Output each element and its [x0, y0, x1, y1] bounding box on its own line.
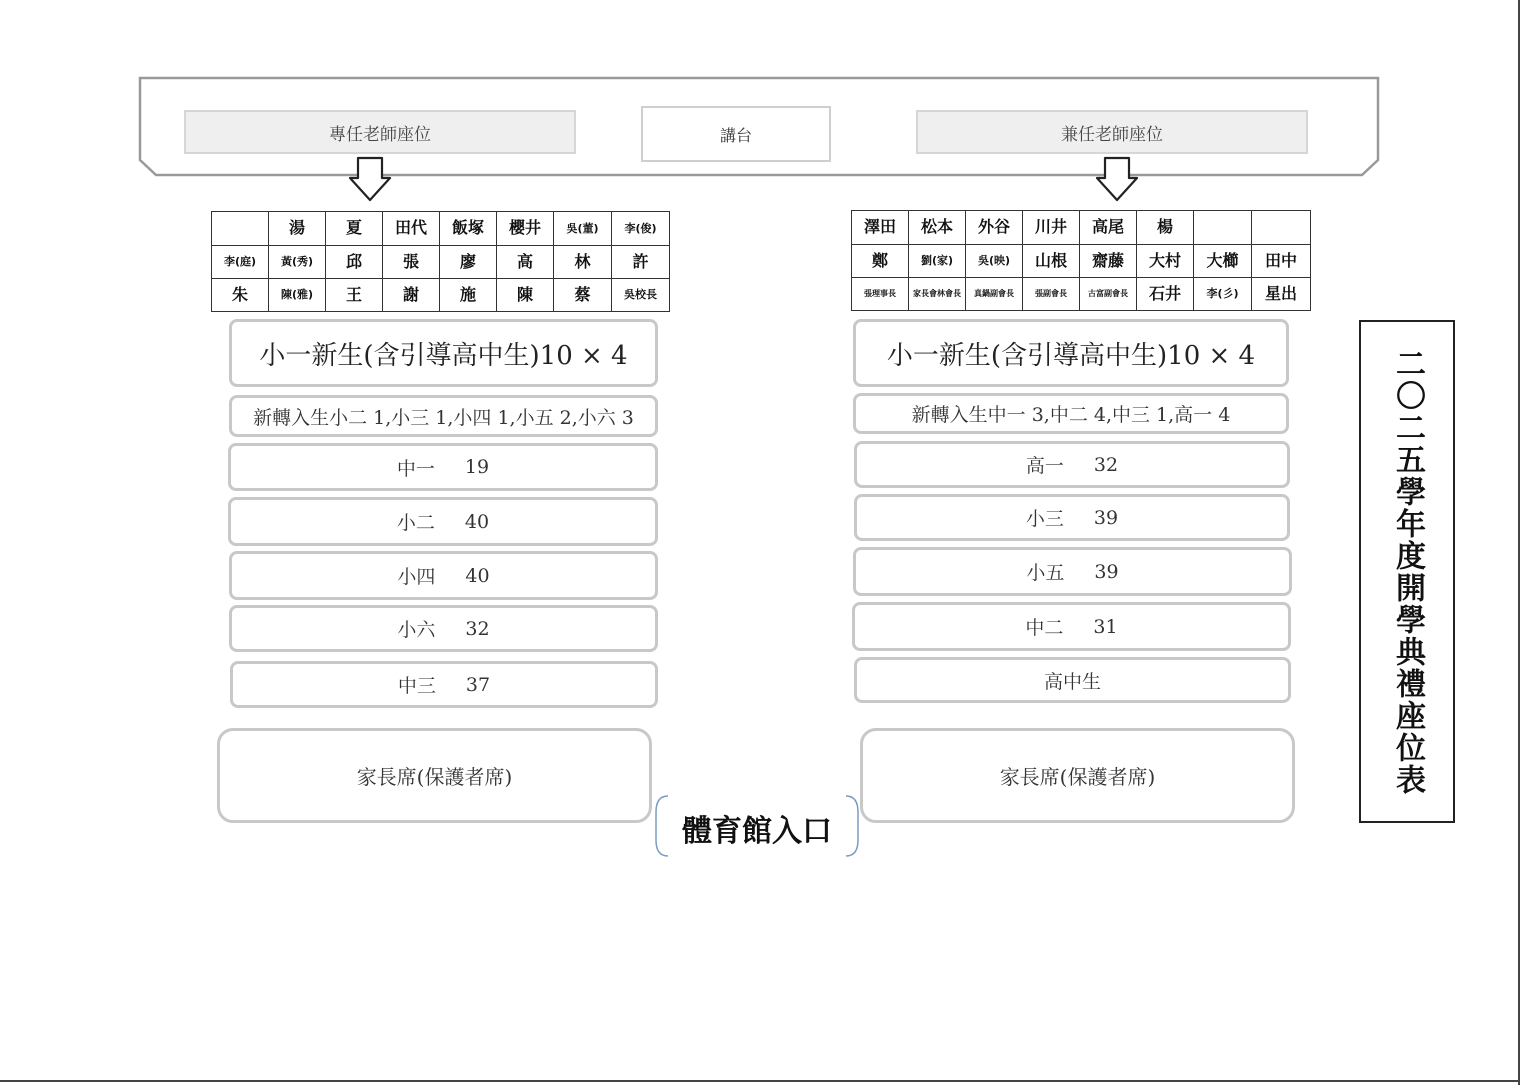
row-grade: 小四 [397, 566, 436, 588]
seat-cell: 田代 [383, 212, 440, 246]
seat-cell: 外谷 [966, 211, 1023, 245]
seat-cell: 黃(秀) [269, 246, 326, 279]
row-count: 39 [1093, 506, 1119, 529]
seat-cell: 吳校長 [612, 279, 670, 312]
seat-cell: 古富副會長 [1080, 278, 1137, 311]
seat-cell: 陳(雅) [269, 279, 326, 312]
seat-cell: 山根 [1023, 245, 1080, 278]
seat-cell: 許 [612, 246, 670, 279]
seat-cell: 齋藤 [1080, 245, 1137, 278]
seat-cell: 李(彡) [1194, 278, 1252, 311]
right-parent-seats: 家長席(保護者席) [860, 728, 1295, 823]
left-row-2 [228, 497, 658, 546]
seat-cell: 吳(董) [554, 212, 612, 246]
row-grade: 小二 [396, 512, 435, 534]
row-grade: 高一 [1025, 455, 1064, 477]
seat-cell: 田中 [1252, 245, 1311, 278]
seat-cell [1194, 211, 1252, 245]
left-row-5 [230, 661, 658, 708]
row-grade: 中三 [397, 675, 436, 697]
left-seat-table [211, 211, 670, 312]
seat-cell: 高尾 [1080, 211, 1137, 245]
seat-cell: 謝 [383, 279, 440, 312]
row-grade: 小五 [1026, 562, 1065, 584]
seat-cell: 廖 [440, 246, 497, 279]
right-row-first-graders: 小一新生(含引導高中生)10 × 4 [853, 319, 1289, 387]
seat-cell: 大櫛 [1194, 245, 1252, 278]
right-row-4 [852, 602, 1291, 651]
row-count: 31 [1093, 615, 1118, 638]
podium-label: 講台 [641, 106, 831, 162]
seat-cell: 櫻井 [497, 212, 554, 246]
seat-cell [212, 212, 269, 246]
row-grade: 小六 [397, 619, 436, 641]
seat-cell: 楊 [1137, 211, 1194, 245]
left-parent-seats: 家長席(保護者席) [217, 728, 652, 823]
seat-cell: 川井 [1023, 211, 1080, 245]
seat-cell: 邱 [326, 246, 383, 279]
row-count: 40 [465, 564, 490, 587]
seat-cell [1252, 211, 1311, 245]
left-row-transfer-students: 新轉入生小二 1,小三 1,小四 1,小五 2,小六 3 [229, 395, 658, 437]
seat-cell: 蔡 [554, 279, 612, 312]
row-count: 19 [464, 456, 490, 478]
left-row-3 [229, 551, 658, 600]
seat-cell: 李(庭) [212, 246, 269, 279]
seat-cell: 林 [554, 246, 612, 279]
seat-cell: 張 [383, 246, 440, 279]
row-grade: 中一 [396, 457, 435, 480]
row-grade: 小三 [1025, 508, 1064, 530]
seat-cell: 張副會長 [1023, 278, 1080, 311]
right-row-1 [854, 441, 1290, 488]
seat-cell: 飯塚 [440, 212, 497, 246]
seat-cell: 家長會林會長 [909, 278, 966, 311]
seat-cell: 施 [440, 279, 497, 312]
seat-cell: 大村 [1137, 245, 1194, 278]
seat-cell: 澤田 [852, 211, 909, 245]
seat-cell: 劉(家) [909, 245, 966, 278]
seat-cell: 張理事長 [852, 278, 909, 311]
fulltime-teacher-seats-label: 專任老師座位 [184, 110, 576, 154]
page-title: 二〇二五學年度開學典禮座位表 [1390, 347, 1425, 796]
seat-cell: 王 [326, 279, 383, 312]
seat-cell: 鄭 [852, 245, 909, 278]
parttime-teacher-seats-label: 兼任老師座位 [916, 110, 1308, 154]
seat-cell: 夏 [326, 212, 383, 246]
seat-cell: 石井 [1137, 278, 1194, 311]
left-row-4 [229, 605, 658, 652]
right-seat-table [851, 210, 1311, 311]
seat-cell: 高 [497, 246, 554, 279]
title-box [1359, 320, 1455, 823]
seat-cell: 朱 [212, 279, 269, 312]
right-row-transfer-students: 新轉入生中一 3,中二 4,中三 1,高一 4 [853, 393, 1289, 434]
row-count: 39 [1094, 560, 1119, 583]
left-row-first-graders: 小一新生(含引導高中生)10 × 4 [229, 319, 658, 387]
left-row-1 [228, 443, 658, 491]
row-count: 32 [1093, 453, 1119, 476]
seat-cell: 李(俊) [612, 212, 670, 246]
right-row-5: 高中生 [854, 657, 1291, 703]
seat-cell: 星出 [1252, 278, 1311, 311]
seat-cell: 吳(映) [966, 245, 1023, 278]
seat-cell: 湯 [269, 212, 326, 246]
row-count: 32 [465, 617, 490, 640]
row-grade: 中二 [1025, 617, 1064, 639]
right-row-2 [854, 494, 1290, 541]
row-count: 40 [464, 510, 490, 533]
seat-cell: 松本 [909, 211, 966, 245]
gym-entrance-label: 體育館入口 [682, 814, 832, 849]
right-row-3 [853, 547, 1292, 596]
seat-cell: 真鍋副會長 [966, 278, 1023, 311]
row-count: 37 [465, 673, 491, 696]
seat-cell: 陳 [497, 279, 554, 312]
